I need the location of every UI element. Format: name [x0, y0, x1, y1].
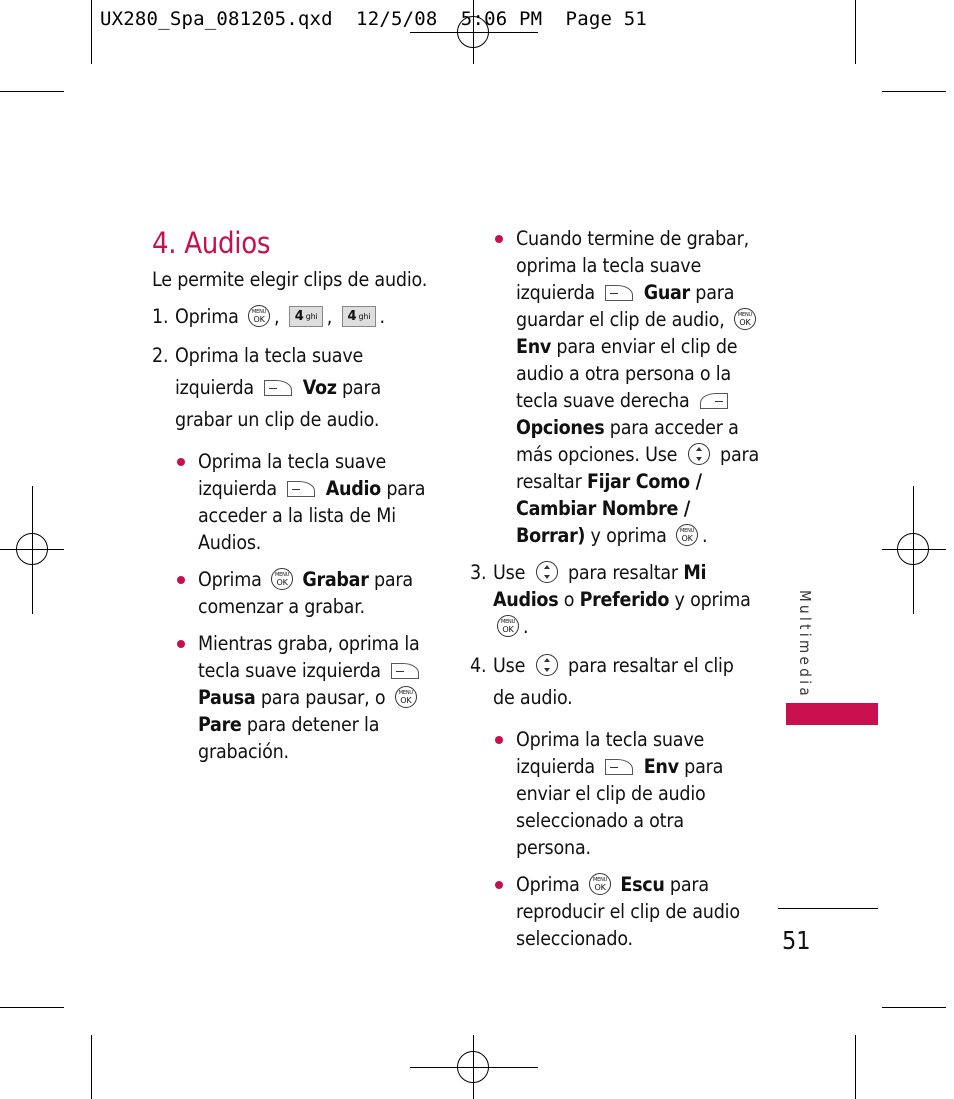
step-2-bullets-continued — [493, 225, 760, 549]
menu-ok-key-icon — [271, 568, 293, 590]
step-2: 2. Oprima la tecla suave izquierda Voz para grabar un clip de audio. — [152, 344, 382, 431]
crop-mark-top-right-vertical — [855, 0, 856, 64]
list-item: Oprima la tecla suave izquierda Audio para acceder a la lista de Mi Audios. — [175, 448, 432, 556]
menu-ok-key-icon — [497, 615, 519, 637]
list-item: Oprima MENU OK Escu para reproducir el clip de audio seleccionado. — [493, 871, 760, 952]
print-file-slug: UX280_Spa_081205.qxd 12/5/08 5:06 PM Page 51 — [100, 8, 648, 30]
step-4: 4. Use para resaltar el clip de audio. — [470, 654, 734, 709]
menu-ok-key-icon — [248, 305, 270, 327]
crop-mark-bottom-left-vertical — [91, 1035, 92, 1099]
crop-mark-bottom-left-horizontal — [0, 1007, 64, 1008]
key-4-ghi-icon — [342, 306, 376, 327]
crop-mark-bottom-right-horizontal — [882, 1007, 946, 1008]
registration-mark-right-circle — [897, 533, 929, 565]
page-number: 51 — [782, 926, 811, 955]
step-2-bullets — [175, 448, 432, 765]
menu-ok-key-icon — [676, 524, 698, 546]
left-soft-key-icon — [391, 663, 419, 679]
left-soft-key-icon — [264, 380, 292, 396]
nav-key-up-down-icon — [536, 561, 558, 583]
section-tab-label: Multimedia — [796, 590, 814, 700]
right-soft-key-icon — [700, 393, 728, 409]
menu-ok-key-icon — [395, 686, 417, 708]
list-item: Mientras graba, oprima la tecla suave izquierda Pausa para pausar, o MENU OK Pare para detener la grabación. — [175, 630, 432, 765]
left-soft-key-icon — [605, 285, 633, 301]
list-item: Cuando termine de grabar, oprima la tecla suave izquierda Guar para guardar el clip de audio, MENU OK Env para enviar el clip de audio a otra persona o la tecla suave derecha Opciones para acceder a más opciones. Use para resaltar Fijar Como / Cambiar Nombre / Borrar) y oprima MENU OK . — [493, 225, 760, 549]
section-intro: Le permite elegir clips de audio. — [152, 268, 428, 291]
menu-ok-key-icon — [734, 308, 756, 330]
step-4-bullets — [493, 726, 760, 952]
key-4-ghi-icon — [289, 306, 323, 327]
left-soft-key-icon — [605, 759, 633, 775]
page-number-rule — [778, 908, 878, 909]
section-tab-bar — [786, 703, 878, 725]
crop-mark-top-left-vertical — [91, 0, 92, 64]
left-column — [152, 266, 432, 775]
left-soft-key-icon — [287, 481, 315, 497]
registration-mark-left-circle — [16, 533, 48, 565]
registration-mark-bottom-circle — [457, 1051, 489, 1083]
menu-ok-key-icon — [589, 873, 611, 895]
crop-mark-top-left-horizontal — [0, 91, 64, 92]
list-item: Oprima la tecla suave izquierda Env para enviar el clip de audio seleccionado a otra persona. — [493, 726, 760, 861]
page-title: 4. Audios — [152, 226, 271, 260]
crop-mark-bottom-right-vertical — [855, 1035, 856, 1099]
right-column — [470, 225, 760, 962]
nav-key-up-down-icon — [536, 654, 558, 676]
nav-key-up-down-icon — [688, 443, 710, 465]
step-3: 3. Use para resaltar Mi Audios o Preferido y oprima MENU OK. — [470, 559, 760, 640]
list-item: Oprima MENU OK Grabar para comenzar a grabar. — [175, 566, 432, 620]
crop-mark-top-right-horizontal — [882, 91, 946, 92]
step-1: 1. Oprima MENU OK , 4 ghi , 4 ghi . — [152, 303, 432, 330]
